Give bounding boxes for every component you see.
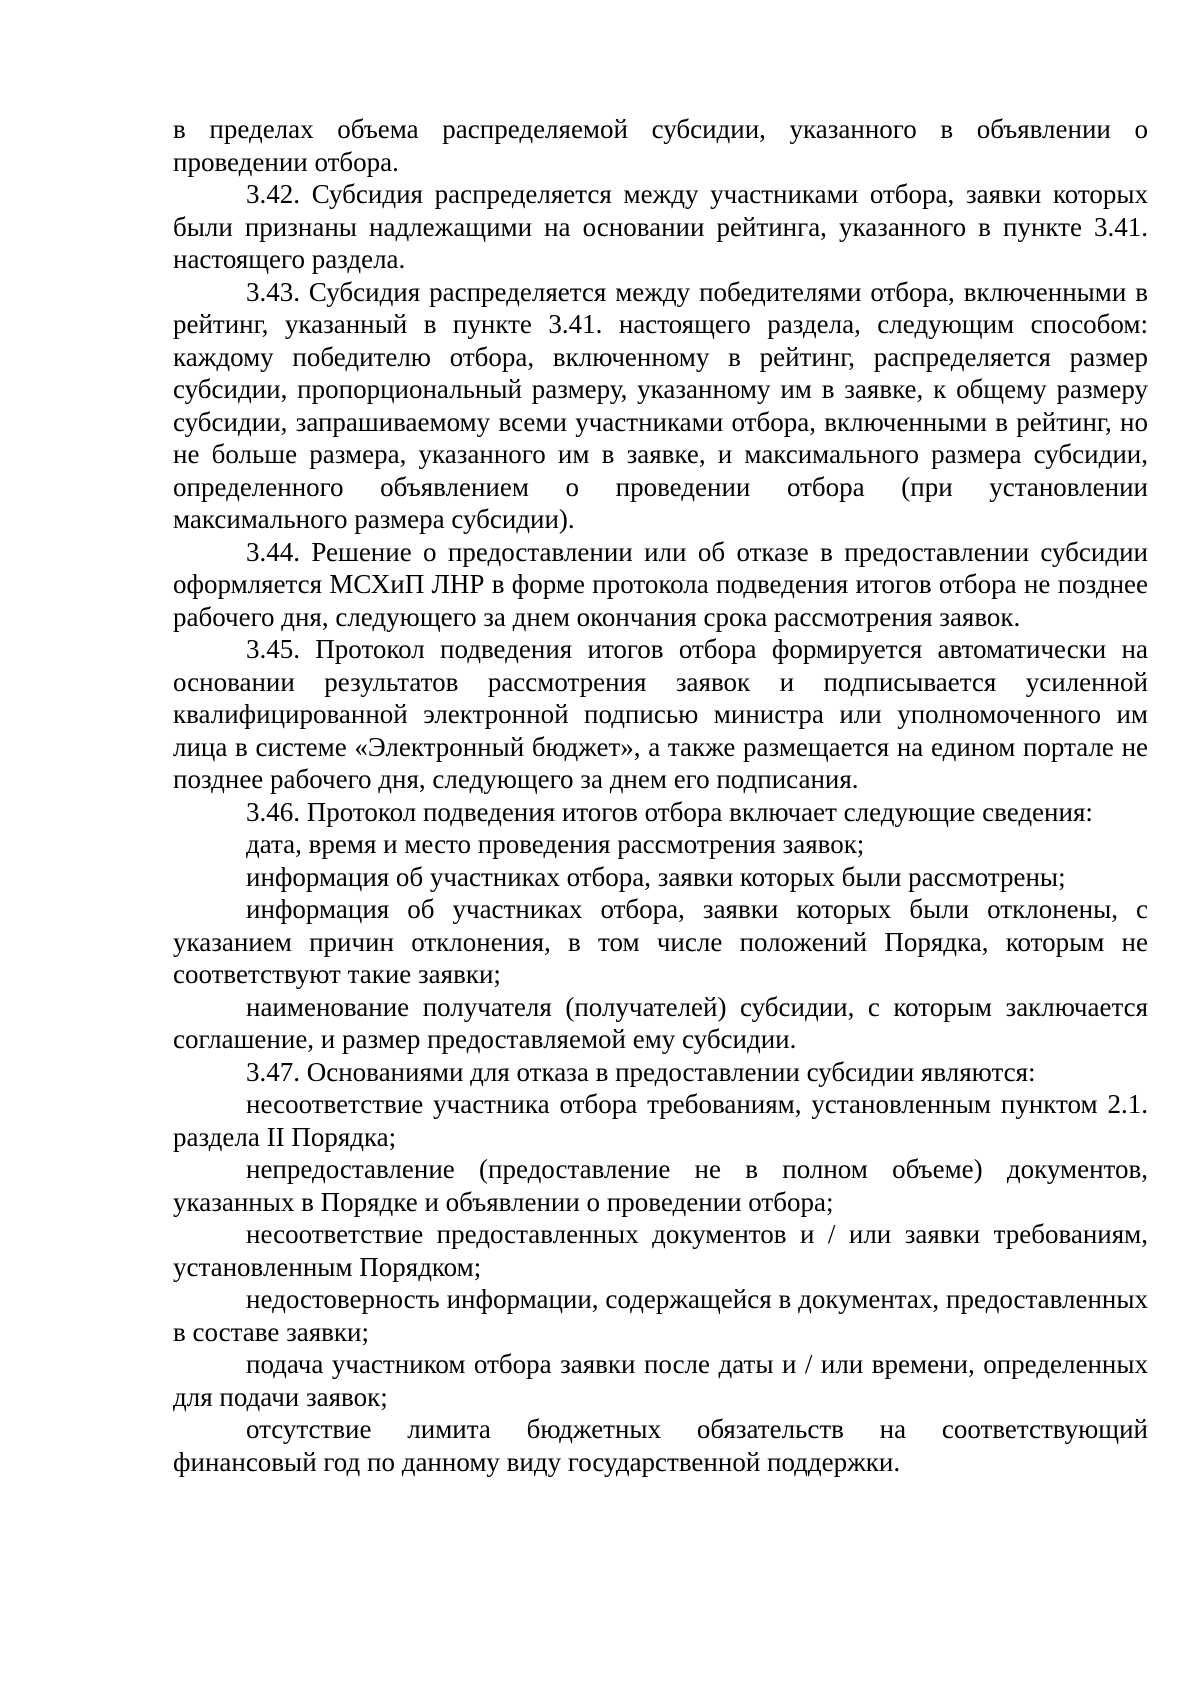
paragraph-3-43: 3.43. Субсидия распределяется между победителями отбора, включенными в рейтинг, указанный в пункте 3.41. настоящего раздела, следующим способом: каждому победителю отбора, включенному в рейтинг, распределяется размер субсидии, пропорциональный размеру, указанному им в заявке, к общему размеру субсидии, запрашиваемому всеми участниками отбора, включенными в рейтинг, но не больше размера, указанного им в заявке, и максимального размера субсидии, определенного объявлением о проведении отбора (при установлении максимального размера субсидии). xyxy=(173,276,1148,534)
paragraph-continuation: в пределах объема распределяемой субсидии, указанного в объявлении о проведении отбора. xyxy=(173,114,1148,177)
paragraph-3-46: 3.46. Протокол подведения итогов отбора включает следующие сведения: xyxy=(246,796,1093,827)
list-item-late-submission: подача участником отбора заявки после даты и / или времени, определенных для подачи заявок; xyxy=(173,1349,1148,1412)
document-page xyxy=(173,113,1148,1478)
paragraph-3-47: 3.47. Основаниями для отказа в предоставлении субсидии являются: xyxy=(246,1056,1036,1087)
list-item-noncompliance: несоответствие участника отбора требованиям, установленным пунктом 2.1. раздела II Порядка; xyxy=(173,1089,1148,1152)
paragraph-3-44: 3.44. Решение о предоставлении или об отказе в предоставлении субсидии оформляется МСХиП ЛНР в форме протокола подведения итогов отбора не позднее рабочего дня, следующего за днем окончания срока рассмотрения заявок. xyxy=(173,536,1148,632)
list-item-unreliable-info: недостоверность информации, содержащейся в документах, предоставленных в составе заявки; xyxy=(173,1284,1148,1347)
list-item-missing-documents: непредоставление (предоставление не в полном объеме) документов, указанных в Порядке и объявлении о проведении отбора; xyxy=(173,1154,1148,1217)
list-item-reviewed-participants: информация об участниках отбора, заявки которых были рассмотрены; xyxy=(246,861,1066,892)
paragraph-3-45: 3.45. Протокол подведения итогов отбора формируется автоматически на основании результатов рассмотрения заявок и подписывается усиленной квалифицированной электронной подписью министра или уполномоченного им лица в системе «Электронный бюджет», а также размещается на едином портале не позднее рабочего дня, следующего за днем его подписания. xyxy=(173,634,1148,794)
paragraph-3-42: 3.42. Субсидия распределяется между участниками отбора, заявки которых были признаны надлежащими на основании рейтинга, указанного в пункте 3.41. настоящего раздела. xyxy=(173,179,1148,274)
list-item-rejected-participants: информация об участниках отбора, заявки которых были отклонены, с указанием причин отклонения, в том числе положений Порядка, которым не соответствуют такие заявки; xyxy=(173,894,1148,989)
list-item-document-mismatch: несоответствие предоставленных документов и / или заявки требованиям, установленным Порядком; xyxy=(173,1219,1148,1282)
list-item-date-time-place: дата, время и место проведения рассмотрения заявок; xyxy=(246,829,865,859)
list-item-recipient-name: наименование получателя (получателей) субсидии, с которым заключается соглашение, и размер предоставляемой ему субсидии. xyxy=(173,991,1148,1054)
list-item-no-budget-limit: отсутствие лимита бюджетных обязательств на соответствующий финансовый год по данному виду государственной поддержки. xyxy=(173,1414,1148,1477)
